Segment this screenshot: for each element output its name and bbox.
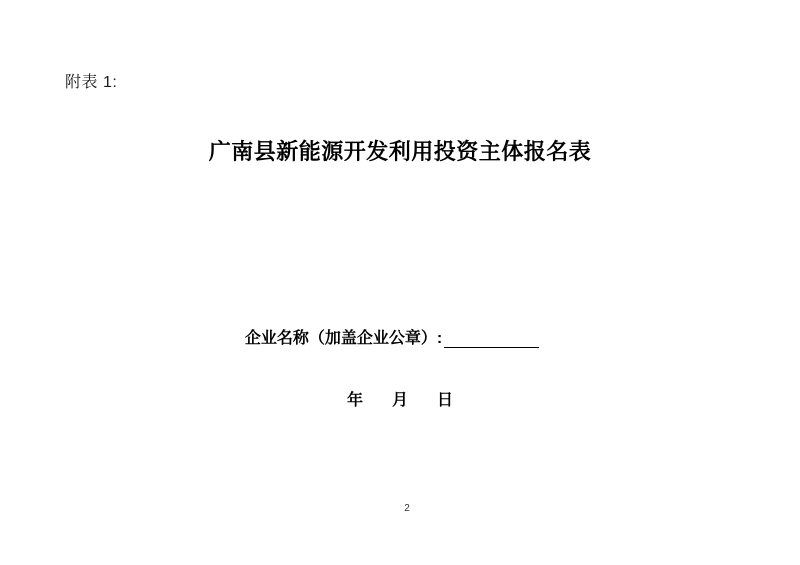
attachment-label: 附表 1: — [65, 74, 118, 91]
company-name-blank — [444, 329, 539, 348]
company-name-label: 企业名称（加盖企业公章）: — [244, 330, 443, 347]
page-number: 2 — [404, 503, 410, 514]
date-day-label: 日 — [437, 392, 454, 409]
page-title: 广南县新能源开发利用投资主体报名表 — [208, 139, 592, 164]
date-year-label: 年 — [346, 392, 363, 409]
date-month-label: 月 — [391, 392, 408, 409]
company-name-line — [0, 325, 792, 348]
date-line — [0, 387, 800, 410]
